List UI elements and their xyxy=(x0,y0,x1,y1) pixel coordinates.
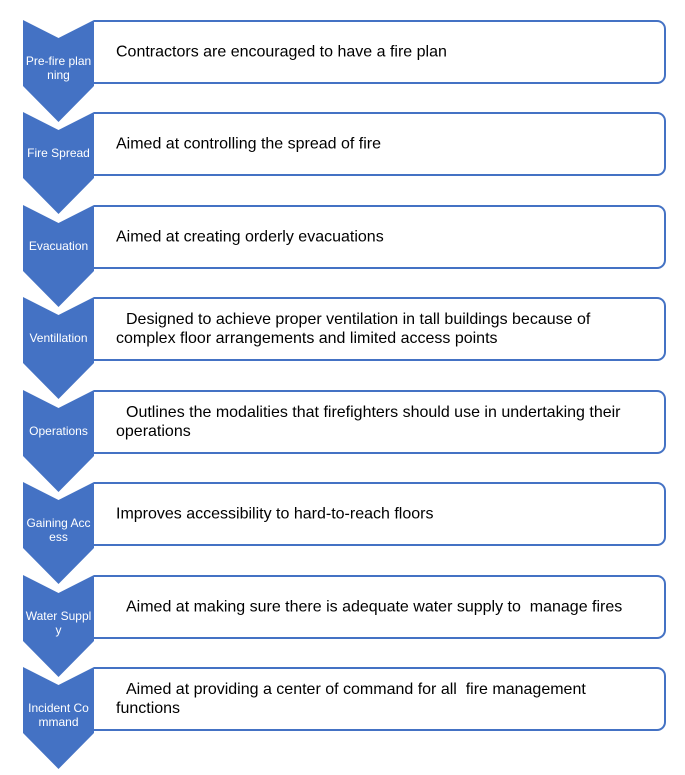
step-description-box xyxy=(94,297,666,361)
chevron-shape xyxy=(23,667,94,769)
step-description: Outlines the modalities that firefighters should use in undertaking their operations xyxy=(116,404,625,440)
step-label: Ventillation xyxy=(29,331,88,345)
step-description: Aimed at creating orderly evacuations xyxy=(116,228,384,246)
step-description: Designed to achieve proper ventilation in tall buildings because of complex floor arrangements and limited access points xyxy=(116,311,595,347)
step-incident-command xyxy=(0,667,685,759)
step-label: Incident Command xyxy=(28,701,89,729)
chevron-shape xyxy=(23,112,94,214)
step-water-supply xyxy=(0,575,685,667)
step-label: Gaining Access xyxy=(26,516,91,544)
step-operations xyxy=(0,390,685,482)
step-description-box xyxy=(94,112,666,176)
step-description-box xyxy=(94,667,666,731)
step-description: Aimed at controlling the spread of fire xyxy=(116,135,382,153)
step-description: Improves accessibility to hard-to-reach floors xyxy=(116,505,434,523)
chevron-shape xyxy=(23,390,94,492)
step-description-box xyxy=(94,205,666,269)
step-label: Evacuation xyxy=(28,239,89,253)
chevron-shape xyxy=(23,482,94,584)
step-description-box xyxy=(94,575,666,639)
step-evacuation xyxy=(0,205,685,297)
step-fire-spread xyxy=(0,112,685,204)
step-description: Aimed at making sure there is adequate water supply to manage fires xyxy=(126,598,623,616)
step-pre-fire-planning xyxy=(0,20,685,112)
chevron-shape xyxy=(23,575,94,677)
step-description: Contractors are encouraged to have a fire plan xyxy=(116,43,447,61)
chevron-shape xyxy=(23,205,94,307)
step-label: Water Supply xyxy=(25,609,92,637)
step-description-box xyxy=(94,482,666,546)
chevron-shape xyxy=(23,20,94,122)
step-ventillation xyxy=(0,297,685,389)
step-description-box xyxy=(94,390,666,454)
step-description-box xyxy=(94,20,666,84)
step-gaining-access xyxy=(0,482,685,574)
step-description: Aimed at providing a center of command for all fire management functions xyxy=(116,681,591,717)
step-label: Fire Spread xyxy=(27,146,90,160)
chevron-shape xyxy=(23,297,94,399)
step-label: Operations xyxy=(29,424,88,438)
step-label: Pre-fire planning xyxy=(25,54,92,82)
